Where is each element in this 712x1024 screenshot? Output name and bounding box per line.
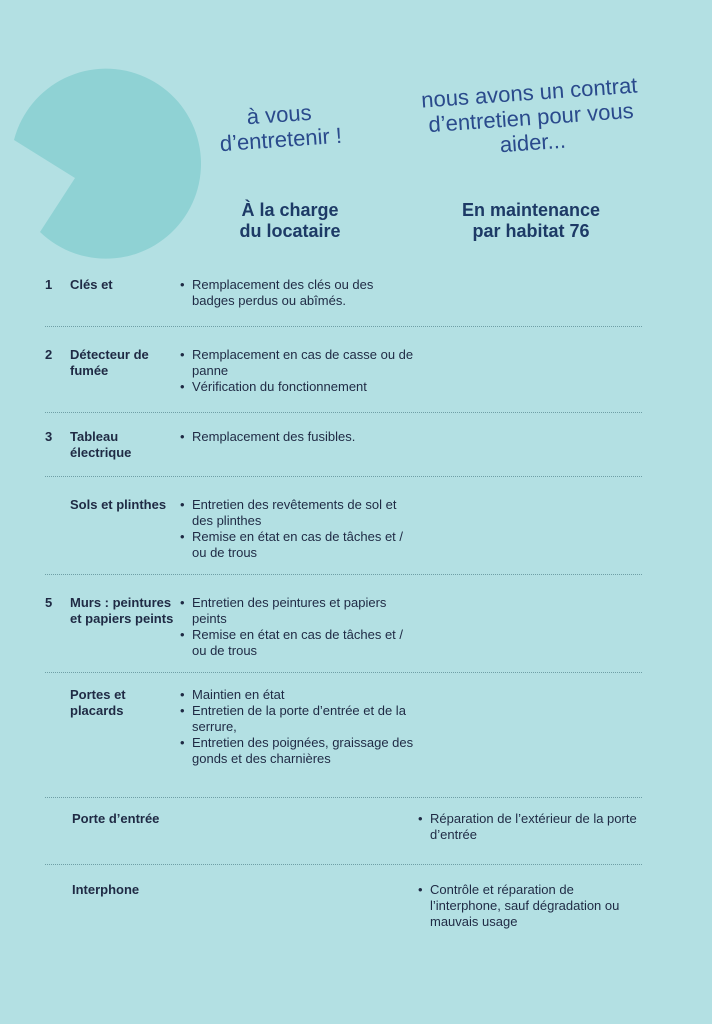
pacman-shape <box>14 69 201 259</box>
row-divider <box>45 412 642 413</box>
header-right-title-line1: En maintenance <box>461 200 601 220</box>
bullet-dot-icon: • <box>180 627 185 642</box>
header-right-title-line2: par habitat 76 <box>472 221 590 241</box>
bullet-item <box>180 277 415 309</box>
bullet-text: Vérification du fonctionnement <box>192 379 367 394</box>
bullet-dot-icon: • <box>180 595 185 610</box>
row-number: 2 <box>45 347 53 362</box>
table-row <box>45 811 642 865</box>
bullet-item <box>180 347 415 379</box>
header-left-title-line2: du locataire <box>239 221 341 241</box>
row-number: 5 <box>45 595 53 610</box>
row-divider <box>45 326 642 327</box>
table-row <box>45 497 642 575</box>
row-divider <box>45 797 642 798</box>
row-number: 3 <box>45 429 53 444</box>
row-divider <box>45 672 642 673</box>
bullet-text: Entretien des peintures et papiers peints <box>192 595 387 626</box>
bullet-text: Réparation de l’extérieur de la porte d’entrée <box>430 811 637 842</box>
header-right-script: nous avons un contrat d’entretien pour vous aider... <box>420 72 639 158</box>
bullet-item <box>180 529 415 561</box>
bullet-item <box>180 627 415 659</box>
bullet-text: Remplacement des clés ou des badges perdus ou abîmés. <box>192 277 374 308</box>
table-row <box>45 277 642 327</box>
tenant-responsibility <box>180 347 415 395</box>
bullet-dot-icon: • <box>180 277 185 292</box>
header-left-script: à vous d’entretenir ! <box>218 99 343 157</box>
bullet-dot-icon: • <box>180 429 185 444</box>
bullet-dot-icon: • <box>180 497 185 512</box>
bullet-item <box>180 595 415 627</box>
bullet-item <box>180 497 415 529</box>
bullet-dot-icon: • <box>180 379 185 394</box>
bullet-text: Entretien de la porte d’entrée et de la serrure, <box>192 703 406 734</box>
tenant-responsibility <box>180 497 415 561</box>
bullet-dot-icon: • <box>180 687 185 702</box>
row-label: Tableau électrique <box>70 429 132 460</box>
row-divider <box>45 864 642 865</box>
bullet-item <box>418 811 642 843</box>
header-left-title <box>200 200 380 242</box>
bullet-text: Remplacement en cas de casse ou de panne <box>192 347 414 378</box>
header-right-title <box>420 200 642 242</box>
tenant-responsibility <box>180 687 415 767</box>
row-label: Interphone <box>72 882 140 897</box>
tenant-responsibility <box>180 595 415 659</box>
bullet-text: Entretien des poignées, graissage des gonds et des charnières <box>192 735 414 766</box>
row-divider <box>45 574 642 575</box>
bullet-text: Entretien des revêtements de sol et des plinthes <box>192 497 397 528</box>
row-label: Détecteur de fumée <box>70 347 149 378</box>
bullet-text: Maintien en état <box>192 687 285 702</box>
table-row <box>45 882 642 942</box>
table-row <box>45 595 642 673</box>
row-number: 1 <box>45 277 53 292</box>
bullet-text: Remplacement des fusibles. <box>192 429 356 444</box>
bullet-dot-icon: • <box>418 811 423 826</box>
tenant-responsibility <box>180 277 415 309</box>
bullet-item <box>180 687 415 703</box>
bullet-item <box>418 882 642 930</box>
table-row <box>45 429 642 477</box>
bullet-dot-icon: • <box>180 735 185 750</box>
table-row <box>45 687 642 798</box>
bullet-item <box>180 379 415 395</box>
pacman-decoration <box>0 0 210 270</box>
bullet-text: Contrôle et réparation de l’interphone, sauf dégradation ou mauvais usage <box>430 882 620 929</box>
tenant-responsibility <box>180 429 415 445</box>
bullet-dot-icon: • <box>418 882 423 897</box>
maintenance-contract <box>418 882 642 930</box>
row-divider <box>45 476 642 477</box>
row-label: Clés et <box>70 277 113 292</box>
bullet-dot-icon: • <box>180 529 185 544</box>
bullet-item <box>180 429 415 445</box>
bullet-item <box>180 735 415 767</box>
bullet-dot-icon: • <box>180 703 185 718</box>
bullet-text: Remise en état en cas de tâches et / ou de trous <box>192 627 404 658</box>
bullet-dot-icon: • <box>180 347 185 362</box>
header-left-title-line1: À la charge <box>241 200 339 220</box>
bullet-text: Remise en état en cas de tâches et / ou de trous <box>192 529 404 560</box>
bullet-item <box>180 703 415 735</box>
row-label: Portes et placards <box>70 687 126 718</box>
maintenance-contract <box>418 811 642 843</box>
row-label: Porte d’entrée <box>72 811 160 826</box>
row-label: Sols et plinthes <box>70 497 167 512</box>
row-label: Murs : peintures et papiers peints <box>70 595 174 626</box>
table-row <box>45 347 642 413</box>
